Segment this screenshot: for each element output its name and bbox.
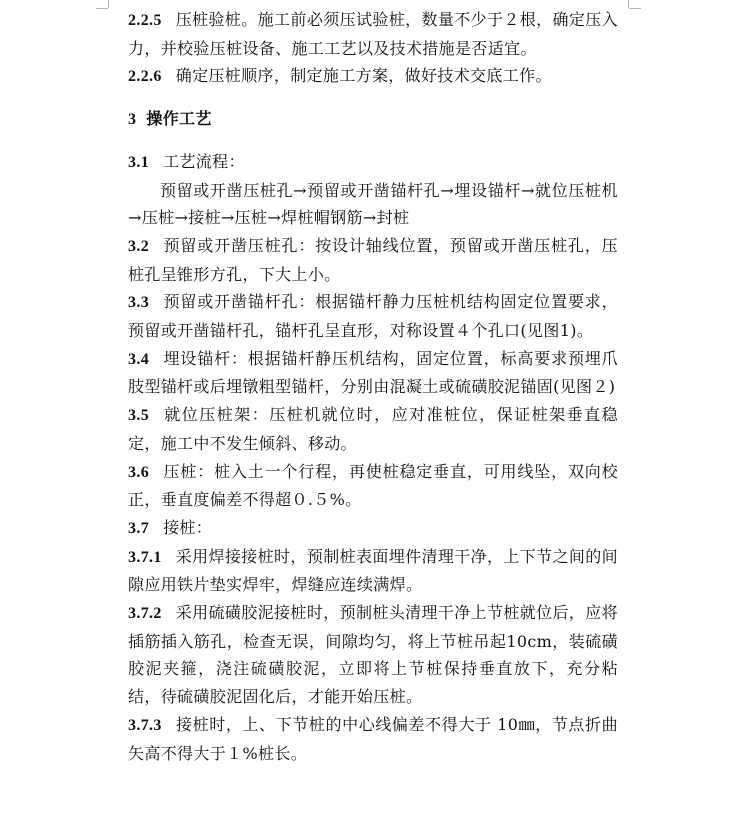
clause-number: 3.3 <box>128 294 150 312</box>
paragraph-3-7-2 <box>128 599 618 711</box>
process-flow-paragraph <box>128 177 618 232</box>
paragraph-2-2-5 <box>128 6 618 62</box>
section-title: 操作工艺 <box>146 109 212 129</box>
clause-text: 确定压桩顺序，制定施工方案，做好技术交底工作。 <box>175 66 552 86</box>
clause-text: 压桩：桩入土一个行程，再使桩稳定垂直，可用线坠，双向校正，垂直度偏差不得超０.５%。 <box>128 461 618 510</box>
crop-mark <box>96 8 108 9</box>
clause-number: 3.2 <box>128 237 150 255</box>
clause-text: 采用焊接接桩时，预制桩表面埋件清理干净，上下节之间的间隙应用铁片垫实焊牢，焊缝应连续满焊。 <box>128 546 618 595</box>
clause-text: 接桩时，上、下节桩的中心线偏差不得大于 10㎜，节点折曲矢高不得大于１%桩长。 <box>128 714 618 763</box>
paragraph-3-3 <box>128 288 618 344</box>
crop-mark <box>629 8 641 9</box>
clause-text: 接桩： <box>163 517 213 537</box>
clause-number: 3.5 <box>128 407 150 425</box>
clause-text: 预留或开凿压桩孔：按设计轴线位置，预留或开凿压桩孔，压桩孔呈锥形方孔，下大上小。 <box>128 235 618 284</box>
paragraph-3-1 <box>128 148 618 177</box>
clause-number: 3.7.2 <box>128 605 162 623</box>
clause-text: 工艺流程： <box>163 151 245 171</box>
paragraph-3-6 <box>128 458 618 514</box>
paragraph-3-2 <box>128 232 618 288</box>
clause-number: 3.6 <box>128 463 150 481</box>
crop-mark <box>628 0 629 8</box>
paragraph-3-7 <box>128 514 618 543</box>
clause-number: 3.7.1 <box>128 548 162 566</box>
document-body <box>128 6 618 767</box>
clause-text: 压桩验桩。施工前必须压试验桩，数量不少于２根，确定压入力，并校验压桩设备、施工工艺以及技术措施是否适宜。 <box>128 10 618 58</box>
clause-number: 2.2.6 <box>128 68 162 86</box>
clause-number: 3.7 <box>128 519 150 537</box>
clause-number: 2.2.5 <box>128 12 162 29</box>
paragraph-3-7-1 <box>128 543 618 599</box>
clause-number: 3.7.3 <box>128 716 162 734</box>
section-number: 3 <box>128 111 137 129</box>
crop-mark <box>108 0 109 8</box>
paragraph-2-2-6 <box>128 62 618 91</box>
paragraph-3-4 <box>128 345 618 401</box>
clause-text: 采用硫磺胶泥接桩时，预制桩头清理干净上节桩就位后，应将插筋插入筋孔，检查无误，间隙均匀，将上节桩吊起10cm，装硫磺胶泥夹箍，浇注硫磺胶泥，立即将上节桩保持垂直放下，充分粘结，待硫磺胶泥固化后，才能开始压桩。 <box>128 603 618 707</box>
clause-number: 3.1 <box>128 153 150 171</box>
clause-text: 埋设锚杆：根据锚杆静压机结构，固定位置，标高要求预埋爪肢型锚杆或后埋镦粗型锚杆，分别由混凝土或硫磺胶泥锚固(见图２) <box>128 348 618 397</box>
paragraph-3-5 <box>128 401 618 457</box>
section-heading <box>128 105 618 134</box>
clause-text: 就位压桩架：压桩机就位时，应对准桩位，保证桩架垂直稳定，施工中不发生倾斜、移动。 <box>128 405 618 453</box>
clause-number: 3.4 <box>128 350 150 368</box>
paragraph-3-7-3 <box>128 711 618 767</box>
process-flow-text: 预留或开凿压桩孔→预留或开凿锚杆孔→埋设锚杆→就位压桩机→压桩→接桩→压桩→焊桩帽钢筋→封桩 <box>128 180 618 228</box>
clause-text: 预留或开凿锚杆孔：根据锚杆静力压桩机结构固定位置要求，预留或开凿锚杆孔，锚杆孔呈直形，对称设置４个孔口(见图1)。 <box>128 292 618 341</box>
